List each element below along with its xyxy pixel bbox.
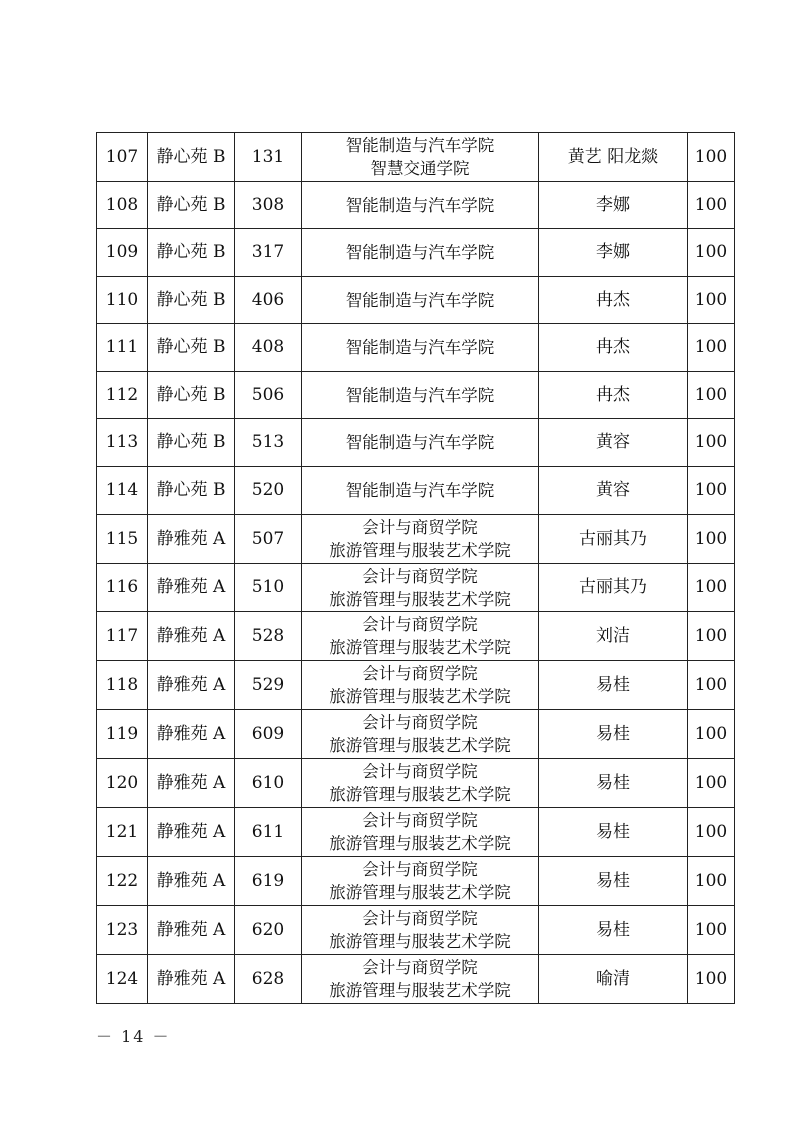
score-cell: 100	[688, 182, 735, 229]
college-name: 智能制造与汽车学院	[345, 136, 495, 155]
score-cell: 100	[688, 467, 735, 515]
college-name: 旅游管理与服装艺术学院	[329, 687, 511, 706]
teacher-cell: 古丽其乃	[539, 515, 688, 564]
room-number-cell: 610	[235, 759, 302, 808]
college-name: 旅游管理与服装艺术学院	[329, 541, 511, 560]
building-cell: 静心苑 B	[148, 229, 235, 277]
college-name: 会计与商贸学院	[362, 762, 478, 781]
building-cell: 静雅苑 A	[148, 955, 235, 1004]
college-cell	[302, 564, 539, 612]
table-row	[97, 710, 735, 759]
score-cell: 100	[688, 759, 735, 808]
building-cell: 静雅苑 A	[148, 661, 235, 710]
building-cell: 静心苑 B	[148, 419, 235, 467]
building-cell: 静雅苑 A	[148, 710, 235, 759]
row-number-cell: 111	[97, 324, 148, 372]
building-cell: 静雅苑 A	[148, 759, 235, 808]
room-number-cell: 513	[235, 419, 302, 467]
teacher-cell: 古丽其乃	[539, 564, 688, 612]
table-row	[97, 277, 735, 324]
college-cell	[302, 612, 539, 661]
college-cell	[302, 710, 539, 759]
score-cell: 100	[688, 710, 735, 759]
score-cell: 100	[688, 277, 735, 324]
college-name: 智能制造与汽车学院	[345, 290, 495, 310]
building-cell: 静心苑 B	[148, 467, 235, 515]
teacher-cell: 冉杰	[539, 277, 688, 324]
college-cell	[302, 955, 539, 1004]
building-cell: 静心苑 B	[148, 133, 235, 182]
college-name: 会计与商贸学院	[362, 909, 478, 928]
room-number-cell: 510	[235, 564, 302, 612]
room-number-cell: 406	[235, 277, 302, 324]
room-number-cell: 619	[235, 857, 302, 906]
table-row	[97, 564, 735, 612]
room-number-cell: 507	[235, 515, 302, 564]
table-row	[97, 419, 735, 467]
college-name: 会计与商贸学院	[362, 615, 478, 634]
table-row	[97, 182, 735, 229]
college-name: 会计与商贸学院	[362, 518, 478, 537]
college-name: 旅游管理与服装艺术学院	[329, 638, 511, 657]
teacher-cell: 冉杰	[539, 324, 688, 372]
college-cell	[302, 906, 539, 955]
page-number: － 14 －	[96, 1027, 171, 1046]
table-row	[97, 515, 735, 564]
building-cell: 静雅苑 A	[148, 857, 235, 906]
table-row	[97, 612, 735, 661]
table-row	[97, 857, 735, 906]
row-number-cell: 112	[97, 372, 148, 419]
score-cell: 100	[688, 808, 735, 857]
table-row	[97, 808, 735, 857]
room-number-cell: 317	[235, 229, 302, 277]
row-number-cell: 107	[97, 133, 148, 182]
table-row	[97, 324, 735, 372]
college-name: 旅游管理与服装艺术学院	[329, 834, 511, 853]
score-cell: 100	[688, 857, 735, 906]
row-number-cell: 116	[97, 564, 148, 612]
room-number-cell: 308	[235, 182, 302, 229]
building-cell: 静心苑 B	[148, 182, 235, 229]
college-name: 会计与商贸学院	[362, 811, 478, 830]
college-name: 旅游管理与服装艺术学院	[329, 981, 511, 1000]
building-cell: 静心苑 B	[148, 372, 235, 419]
building-cell: 静雅苑 A	[148, 564, 235, 612]
college-name: 旅游管理与服装艺术学院	[329, 736, 511, 755]
college-name: 智能制造与汽车学院	[345, 433, 495, 452]
row-number-cell: 123	[97, 906, 148, 955]
row-number-cell: 117	[97, 612, 148, 661]
room-number-cell: 628	[235, 955, 302, 1004]
row-number-cell: 124	[97, 955, 148, 1004]
row-number-cell: 120	[97, 759, 148, 808]
college-name: 旅游管理与服装艺术学院	[329, 883, 511, 902]
college-cell	[302, 661, 539, 710]
college-cell	[302, 759, 539, 808]
room-number-cell: 609	[235, 710, 302, 759]
row-number-cell: 110	[97, 277, 148, 324]
dormitory-score-table	[96, 132, 735, 1004]
table-row	[97, 906, 735, 955]
row-number-cell: 115	[97, 515, 148, 564]
score-cell: 100	[688, 906, 735, 955]
college-cell	[302, 515, 539, 564]
teacher-cell: 易桂	[539, 661, 688, 710]
college-cell	[302, 324, 539, 372]
teacher-cell: 黄艺 阳龙燚	[539, 133, 688, 182]
table-row	[97, 372, 735, 419]
room-number-cell: 131	[235, 133, 302, 182]
row-number-cell: 109	[97, 229, 148, 277]
score-cell: 100	[688, 661, 735, 710]
college-cell	[302, 419, 539, 467]
teacher-cell: 易桂	[539, 906, 688, 955]
row-number-cell: 121	[97, 808, 148, 857]
row-number-cell: 108	[97, 182, 148, 229]
college-cell	[302, 857, 539, 906]
room-number-cell: 408	[235, 324, 302, 372]
teacher-cell: 易桂	[539, 710, 688, 759]
college-cell	[302, 372, 539, 419]
row-number-cell: 122	[97, 857, 148, 906]
table-row	[97, 955, 735, 1004]
score-cell: 100	[688, 612, 735, 661]
college-name: 旅游管理与服装艺术学院	[329, 589, 511, 609]
college-name: 会计与商贸学院	[362, 664, 478, 683]
building-cell: 静心苑 B	[148, 277, 235, 324]
teacher-cell: 易桂	[539, 759, 688, 808]
row-number-cell: 113	[97, 419, 148, 467]
room-number-cell: 520	[235, 467, 302, 515]
teacher-cell: 李娜	[539, 229, 688, 277]
table-body	[97, 133, 735, 1004]
college-cell	[302, 182, 539, 229]
teacher-cell: 黄容	[539, 467, 688, 515]
college-name: 智能制造与汽车学院	[345, 481, 495, 500]
college-name: 旅游管理与服装艺术学院	[329, 932, 511, 951]
score-cell: 100	[688, 229, 735, 277]
college-name: 会计与商贸学院	[362, 566, 478, 586]
teacher-cell: 易桂	[539, 857, 688, 906]
score-cell: 100	[688, 133, 735, 182]
college-name: 智能制造与汽车学院	[345, 385, 495, 405]
score-cell: 100	[688, 419, 735, 467]
row-number-cell: 118	[97, 661, 148, 710]
teacher-cell: 刘洁	[539, 612, 688, 661]
teacher-cell: 黄容	[539, 419, 688, 467]
teacher-cell: 喻清	[539, 955, 688, 1004]
room-number-cell: 620	[235, 906, 302, 955]
room-number-cell: 529	[235, 661, 302, 710]
score-cell: 100	[688, 515, 735, 564]
college-cell	[302, 229, 539, 277]
score-cell: 100	[688, 564, 735, 612]
college-name: 旅游管理与服装艺术学院	[329, 785, 511, 804]
building-cell: 静雅苑 A	[148, 515, 235, 564]
teacher-cell: 易桂	[539, 808, 688, 857]
teacher-cell: 李娜	[539, 182, 688, 229]
score-cell: 100	[688, 955, 735, 1004]
college-name: 智慧交通学院	[370, 159, 470, 178]
score-cell: 100	[688, 324, 735, 372]
room-number-cell: 611	[235, 808, 302, 857]
teacher-cell: 冉杰	[539, 372, 688, 419]
college-name: 会计与商贸学院	[362, 860, 478, 879]
table-row	[97, 229, 735, 277]
building-cell: 静心苑 B	[148, 324, 235, 372]
college-name: 会计与商贸学院	[362, 958, 478, 977]
table-row	[97, 467, 735, 515]
room-number-cell: 528	[235, 612, 302, 661]
building-cell: 静雅苑 A	[148, 906, 235, 955]
row-number-cell: 114	[97, 467, 148, 515]
college-name: 智能制造与汽车学院	[345, 243, 495, 262]
college-name: 智能制造与汽车学院	[345, 338, 495, 357]
college-name: 智能制造与汽车学院	[345, 195, 495, 215]
table-row	[97, 133, 735, 182]
room-number-cell: 506	[235, 372, 302, 419]
college-cell	[302, 467, 539, 515]
table-row	[97, 759, 735, 808]
college-cell	[302, 277, 539, 324]
row-number-cell: 119	[97, 710, 148, 759]
college-cell	[302, 133, 539, 182]
college-cell	[302, 808, 539, 857]
college-name: 会计与商贸学院	[362, 713, 478, 732]
building-cell: 静雅苑 A	[148, 612, 235, 661]
score-cell: 100	[688, 372, 735, 419]
table-row	[97, 661, 735, 710]
building-cell: 静雅苑 A	[148, 808, 235, 857]
